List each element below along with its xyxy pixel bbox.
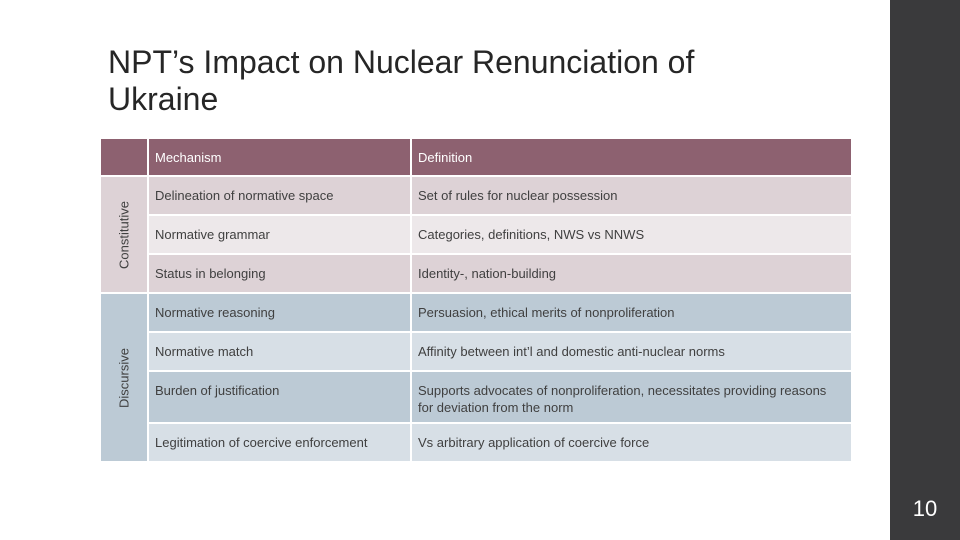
group-label-constitutive: Constitutive [116,200,132,269]
group-cell-discursive [100,293,148,462]
mechanism-cell: Burden of justification [148,371,411,423]
table-row [100,176,852,215]
table-row [100,371,852,423]
slide-sidebar [890,0,960,540]
definition-cell: Categories, definitions, NWS vs NNWS [411,215,852,254]
definition-cell: Set of rules for nuclear possession [411,176,852,215]
mechanism-cell: Normative match [148,332,411,371]
slide-number: 10 [912,496,938,521]
header-definition: Definition [411,138,852,176]
definition-cell: Vs arbitrary application of coercive force [411,423,852,462]
header-mechanism: Mechanism [148,138,411,176]
table-row [100,215,852,254]
group-label-discursive: Discursive [116,347,132,408]
mechanism-cell: Normative grammar [148,215,411,254]
header-group-cell [100,138,148,176]
table-header-row [100,138,852,176]
definition-cell: Affinity between int’l and domestic anti-nuclear norms [411,332,852,371]
mechanism-table [99,137,853,463]
group-cell-constitutive [100,176,148,293]
table-row [100,423,852,462]
table-row [100,332,852,371]
table-row [100,293,852,332]
slide-title: NPT’s Impact on Nuclear Renunciation of Ukraine [108,44,695,117]
mechanism-cell: Status in belonging [148,254,411,293]
definition-cell: Identity-, nation-building [411,254,852,293]
definition-cell: Persuasion, ethical merits of nonproliferation [411,293,852,332]
table-row [100,254,852,293]
mechanism-cell: Legitimation of coercive enforcement [148,423,411,462]
mechanism-cell: Normative reasoning [148,293,411,332]
definition-cell: Supports advocates of nonproliferation, necessitates providing reasons for deviation from the norm [411,371,852,423]
mechanism-cell: Delineation of normative space [148,176,411,215]
